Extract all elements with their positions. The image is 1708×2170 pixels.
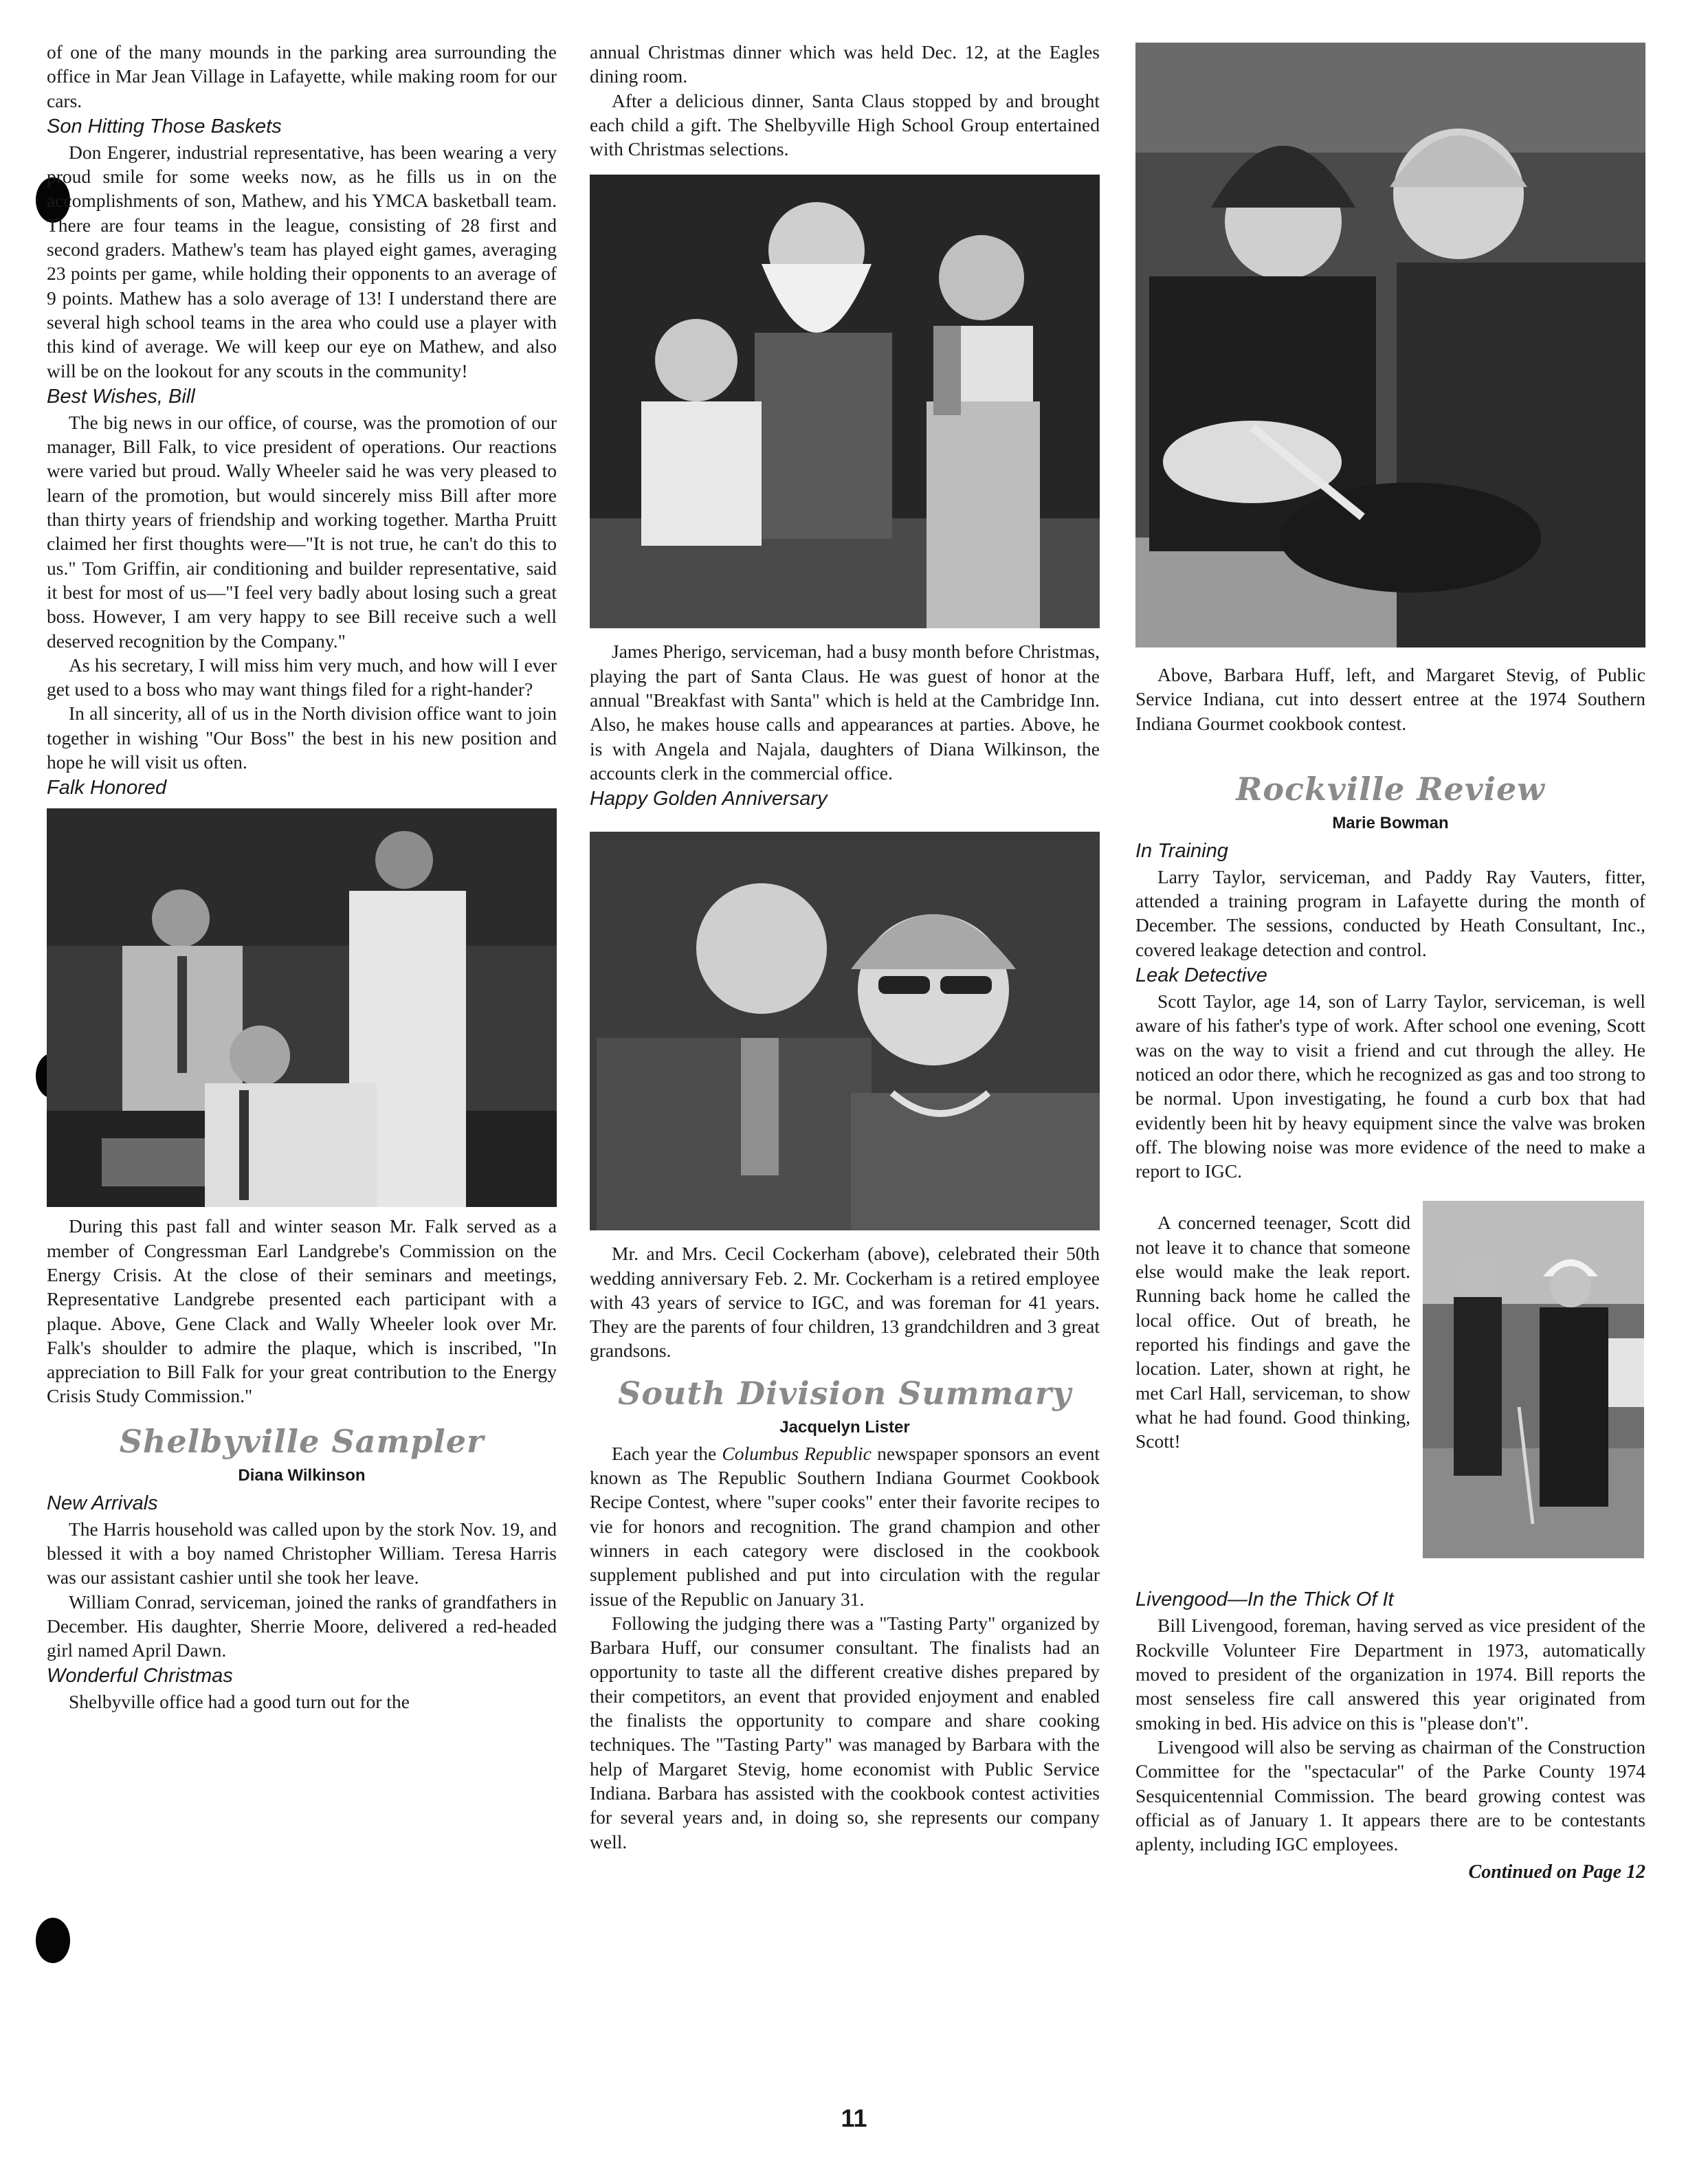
punch-hole — [36, 1918, 70, 1963]
christmas-p1: Shelbyville office had a good turn out for the — [69, 1691, 410, 1713]
leak-scene-photo — [1423, 1201, 1644, 1558]
arrivals-p2: William Conrad, serviceman, joined the ranks of grandfathers in December. His daughter, Sherrie Moore, delivered a red-headed girl named April Dawn. — [47, 1591, 557, 1661]
byline-rockville: Marie Bowman — [1332, 813, 1449, 832]
subhead-new-arrivals: New Arrivals — [47, 1492, 158, 1514]
training-paragraph: Larry Taylor, serviceman, and Paddy Ray Vauters, fitter, attended a training program in Lafayette during the month of December. The sessions, conducted by Heath Consultant, Inc., covered leakage detection and control. — [1135, 865, 1645, 960]
teen-story — [1135, 1210, 1645, 1558]
cake-caption: Above, Barbara Huff, left, and Margaret Stevig, of Public Service Indiana, cut into dessert entree at the 1974 Southern Indiana Gourmet cookbook contest. — [1135, 664, 1645, 734]
falk-caption: During this past fall and winter season Mr. Falk served as a member of Congressman Earl Landgrebe's Commission on the Energy Crisis. At the close of their seminars and meetings, Representative Landgrebe presented each participant with a plaque. Above, Gene Clack and Wally Wheeler look over Mr. Falk's shoulder to admire the plaque, which is inscribed, "In appreciation to Bill Falk for your great contribution to the Energy Crisis Study Commission." — [47, 1215, 557, 1407]
page-number: 11 — [841, 2104, 867, 2132]
south-p1 — [590, 1441, 1100, 1611]
livengood-p2: Livengood will also be serving as chairman of the Construction Committee for the "spectacular" of the Parke County 1974 Sesquicentennial Commission. The beard growing contest was official as of January 1. It appears there are to be contestants aplenty, including IGC employees. — [1135, 1736, 1645, 1855]
santa-caption: James Pherigo, serviceman, had a busy month before Christmas, playing the part of Santa Claus. He was guest of honor at the annual "Breakfast with Santa" which is held at the Cambridge Inn. Also, he makes house calls and appearances at parties. Above, he is with Angela and Najala, daughters of Diana Wilkinson, the accounts clerk in the commercial office. — [590, 641, 1100, 784]
subhead-best-wishes: Best Wishes, Bill — [47, 385, 195, 408]
south-p1-post: newspaper sponsors an event known as The Republic Southern Indiana Gourmet Cookbook Recipe Contest, where "super cooks" enter their favorite recipes to vie for honors and recognition. The grand champion and other winners in each category were disclosed in the cookbook supplement published and put into circulation with the regular issue of the Republic on January 31. — [590, 1442, 1100, 1610]
byline-shelbyville: Diana Wilkinson — [238, 1465, 366, 1485]
anniversary-caption: Mr. and Mrs. Cecil Cockerham (above), celebrated their 50th wedding anniversary Feb. 2. Mr. Cockerham is a retired employee with 43 years of service to IGC, and was foreman for 41 years. They are the parents of four children, 13 grandchildren and 3 great grandsons. — [590, 1243, 1100, 1362]
anniversary-photo — [590, 832, 1100, 1230]
column-3 — [1135, 43, 1645, 1885]
subhead-livengood: Livengood—In the Thick Of It — [1135, 1588, 1394, 1611]
section-title-south-division: South Division Summary — [618, 1374, 1072, 1412]
byline-south-division: Jacquelyn Lister — [779, 1417, 910, 1437]
continued-note: Continued on Page 12 — [1468, 1861, 1645, 1883]
falk-plaque-photo — [47, 808, 557, 1207]
santa-paragraph: After a delicious dinner, Santa Claus stopped by and brought each child a gift. The Shelbyville High School Group entertained with Christmas selections. — [590, 89, 1100, 160]
son-paragraph: Don Engerer, industrial representative, has been wearing a very proud smile for some weeks now, as he fills us in on the accomplishments of son, Mathew, and his YMCA basketball team. There are four teams in the league, consisting of 28 first and second graders. Mathew's team has played eight games, averaging 23 points per game, while holding their opponents to an average of 9 points. Mathew has a solo average of 13! I understand there are several high school teams in the area who could use a player with this kind of average. We will keep our eye on Mathew, and also will be on the lookout for any scouts in the community! — [47, 141, 557, 381]
subhead-son: Son Hitting Those Baskets — [47, 115, 282, 137]
arrivals-p1: The Harris household was called upon by the stork Nov. 19, and blessed it with a boy named Christopher William. Teresa Harris was our assistant cashier until she took her leave. — [47, 1518, 557, 1588]
best-wishes-p3: In all sincerity, all of us in the North division office want to join together in wishing "Our Boss" the best in his new position and hope he will visit us often. — [47, 702, 557, 773]
section-title-rockville: Rockville Review — [1236, 770, 1545, 808]
column-2 — [590, 40, 1100, 1854]
newspaper-name: Columbus Republic — [722, 1442, 872, 1464]
subhead-wonderful-christmas: Wonderful Christmas — [47, 1665, 233, 1687]
santa-photo — [590, 175, 1100, 628]
subhead-falk-honored: Falk Honored — [47, 777, 167, 799]
column-1 — [47, 40, 557, 1714]
south-p1-pre: Each year the — [612, 1442, 722, 1464]
leak-paragraph: Scott Taylor, age 14, son of Larry Taylor, serviceman, is well aware of his father's type of work. After school one evening, Scott was on the way to visit a friend and cut through the alley. He noticed an odor there, which he recognized as gas and too strong to be normal. Upon investigating, he found a curb box that had evidently been hit by heavy equipment since the valve was broken off. The blowing noise was more evidence of the need to make a report to IGC. — [1135, 990, 1645, 1182]
south-p2: Following the judging there was a "Tasting Party" organized by Barbara Huff, our consumer consultant. The finalists had an opportunity to taste all the different creative dishes prepared by their competitors, an event that provided enjoyment and enabled the finalists the opportunity to compare and share cooking techniques. The "Tasting Party" was managed by Barbara with the help of Margaret Stevig, home economist with Public Service Indiana. Barbara has assisted with the cookbook contest activities for several years and, in doing so, she represents our company well. — [590, 1612, 1100, 1852]
best-wishes-p1: The big news in our office, of course, was the promotion of our manager, Bill Falk, to vice president of operations. Our reactions were varied but proud. Wally Wheeler said he was very pleased to learn of the promotion, but would sincerely miss Bill after more than thirty years of friendship and working together. Martha Pruitt claimed her first thoughts were—"It is not true, he can't do this to us." Tom Griffin, air conditioning and builder representative, said it best for most of us—"I feel very badly about losing such a great boss. However, I am very happy to see Bill receive such a well deserved recognition by the Company." — [47, 411, 557, 652]
subhead-leak-detective: Leak Detective — [1135, 964, 1267, 987]
best-wishes-p2: As his secretary, I will miss him very much, and how will I ever get used to a boss who may want things filed for a right-hander? — [47, 654, 557, 700]
intro-paragraph: of one of the many mounds in the parking area surrounding the office in Mar Jean Village in Lafayette, while making room for our cars. — [47, 41, 557, 111]
subhead-golden-anniversary: Happy Golden Anniversary — [590, 788, 828, 810]
dinner-paragraph: annual Christmas dinner which was held Dec. 12, at the Eagles dining room. — [590, 41, 1100, 87]
cake-cutting-photo — [1135, 43, 1645, 647]
section-title-shelbyville: Shelbyville Sampler — [119, 1422, 485, 1460]
teen-paragraph: A concerned teenager, Scott did not leave it to chance that someone else would make the leak report. Running back home he called the local office. Out of breath, he reported his findings and gave the location. Later, shown at right, he met Carl Hall, serviceman, to show what he had found. Good thinking, Scott! — [1135, 1212, 1410, 1452]
subhead-in-training: In Training — [1135, 839, 1228, 862]
livengood-p1: Bill Livengood, foreman, having served as vice president of the Rockville Volunteer Fire Department in 1973, automatically moved to president of the organization in 1974. Bill reports the most senseless fire call answered this year originated from smoking in bed. His advice on this is "please don't". — [1135, 1615, 1645, 1734]
